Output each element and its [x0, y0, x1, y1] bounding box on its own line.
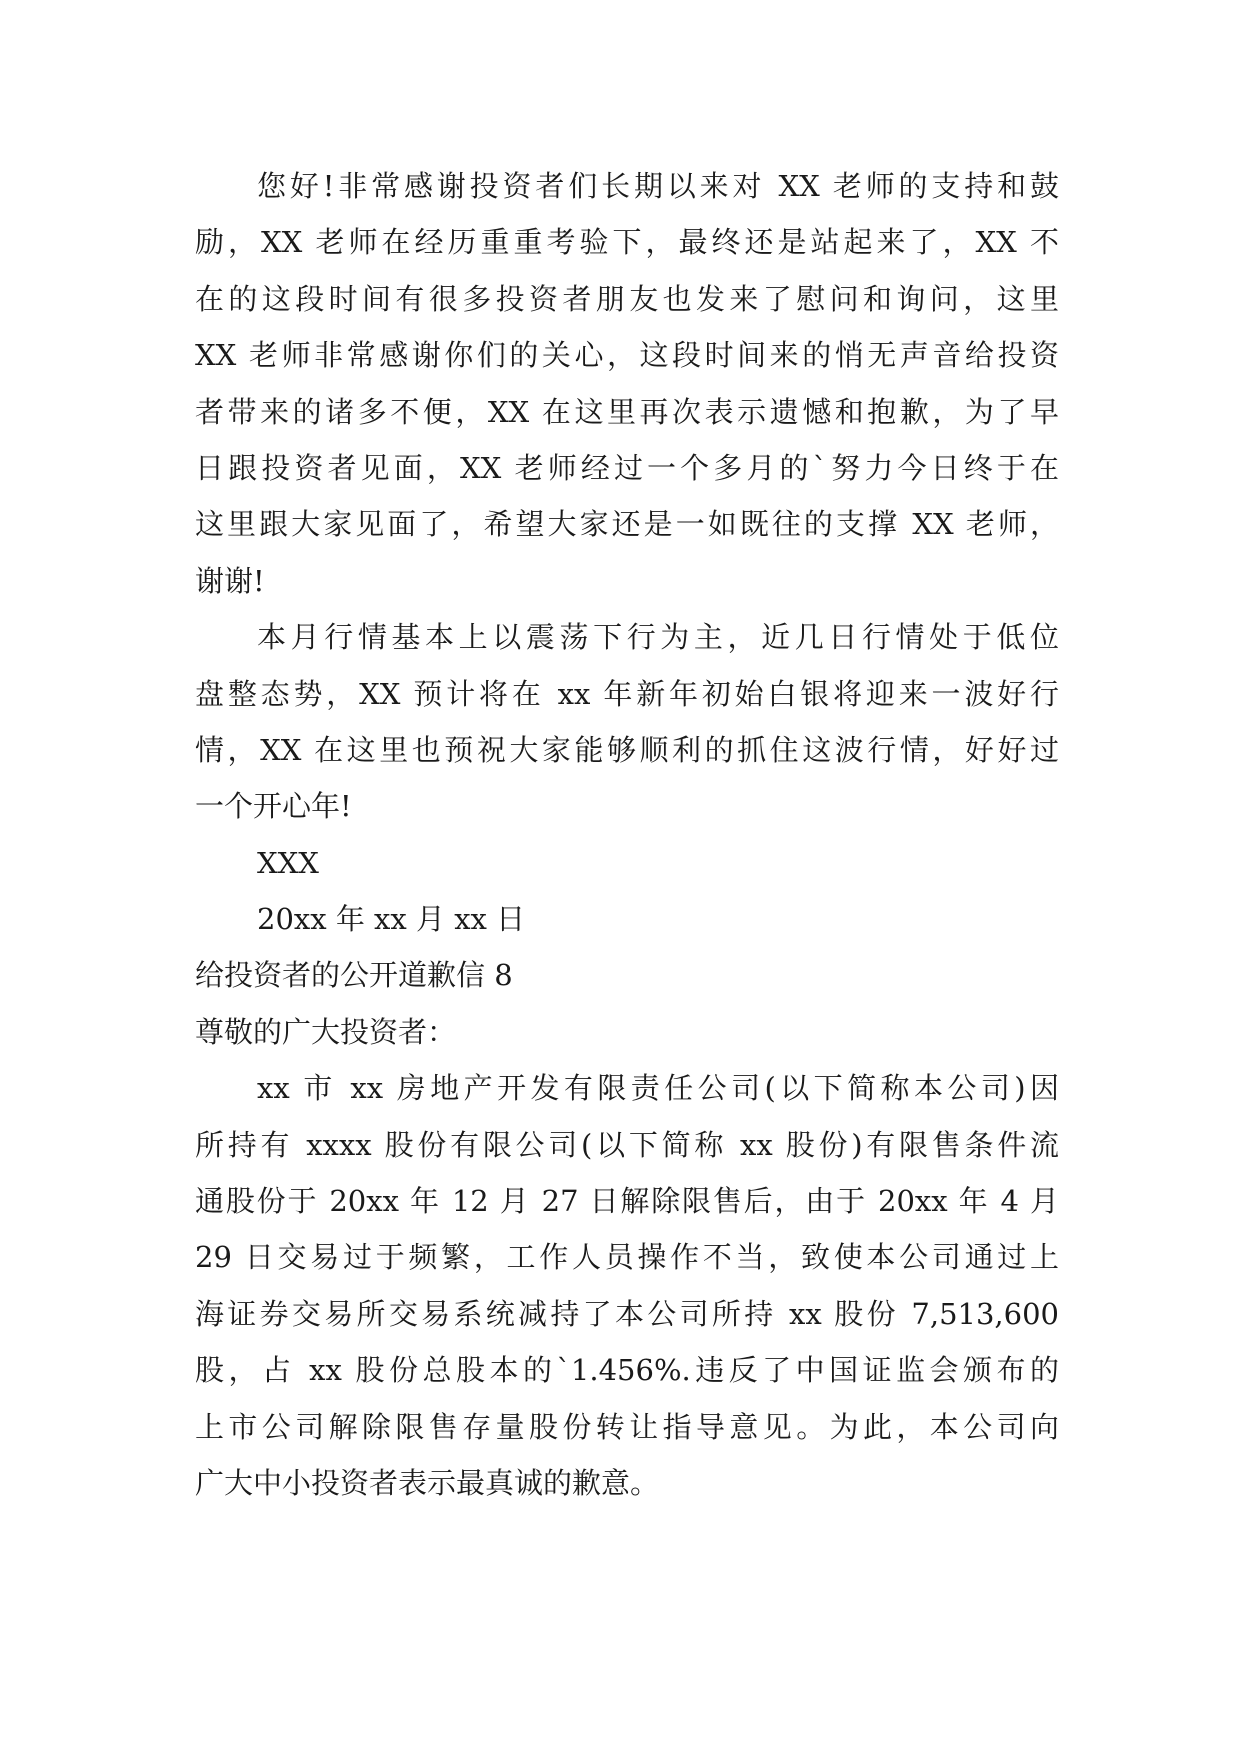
text-line: XX 老师非常感谢你们的关心，这段时间来的悄无声音给投资 — [195, 338, 1059, 373]
text-line: 情，XX 在这里也预祝大家能够顺利的抓住这波行情，好好过 — [195, 732, 1059, 767]
document-body — [195, 158, 1059, 1511]
text-line: 这里跟大家见面了，希望大家还是一如既往的支撑 XX 老师， — [195, 507, 1059, 542]
text-line: 本月行情基本上以震荡下行为主，近几日行情处于低位 — [257, 620, 1059, 655]
text-line: 谢谢! — [195, 563, 265, 598]
paragraph-thanks — [195, 158, 1059, 609]
text-line: 在的这段时间有很多投资者朋友也发来了慰问和询问，这里 — [195, 281, 1059, 316]
text-line: 所持有 xxxx 股份有限公司(以下简称 xx 股份)有限售条件流 — [195, 1127, 1059, 1162]
signature: XXX — [257, 845, 319, 880]
text-line: 盘整态势，XX 预计将在 xx 年新年初始白银将迎来一波好行 — [195, 676, 1059, 711]
text-line: 励，XX 老师在经历重重考验下，最终还是站起来了，XX 不 — [195, 225, 1059, 260]
text-line: 通股份于 20xx 年 12 月 27 日解除限售后，由于 20xx 年 4 月 — [195, 1184, 1059, 1219]
paragraph-market — [195, 609, 1059, 835]
text-line: 一个开心年! — [195, 789, 352, 824]
text-line: 广大中小投资者表示最真诚的歉意。 — [195, 1465, 660, 1500]
text-line: 股，占 xx 股份总股本的`1.456%.违反了中国证监会颁布的 — [195, 1353, 1059, 1388]
date-line: 20xx 年 xx 月 xx 日 — [257, 902, 526, 937]
text-line: 海证券交易所交易系统减持了本公司所持 xx 股份 7,513,600 — [195, 1296, 1059, 1331]
text-line: 者带来的诸多不便，XX 在这里再次表示遗憾和抱歉，为了早 — [195, 394, 1059, 429]
paragraph-apology — [195, 1060, 1059, 1511]
text-line: 您好!非常感谢投资者们长期以来对 XX 老师的支持和鼓 — [257, 169, 1059, 203]
text-line: 29 日交易过于频繁，工作人员操作不当，致使本公司通过上 — [195, 1240, 1059, 1275]
section-title: 给投资者的公开道歉信 8 — [195, 958, 513, 993]
salutation: 尊敬的广大投资者： — [195, 1014, 457, 1049]
text-line: xx 市 xx 房地产开发有限责任公司(以下简称本公司)因 — [257, 1071, 1059, 1106]
text-line: 日跟投资者见面，XX 老师经过一个多月的`努力今日终于在 — [195, 450, 1059, 485]
text-line: 上市公司解除限售存量股份转让指导意见。为此，本公司向 — [195, 1409, 1059, 1444]
